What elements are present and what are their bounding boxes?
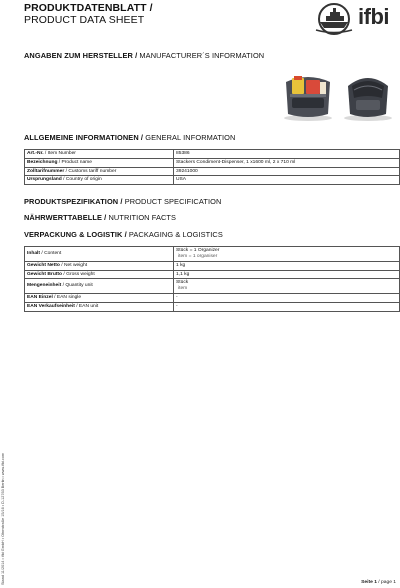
row-value: 39241000 <box>174 167 400 176</box>
section-packaging-heading <box>24 230 223 239</box>
section-specification-heading <box>24 197 221 206</box>
product-photo-closed <box>340 68 396 122</box>
section-manufacturer-de: ANGABEN ZUM HERSTELLER / <box>24 51 138 60</box>
table-row <box>25 158 400 167</box>
row-value: 85386 <box>174 150 400 159</box>
side-imprint: Stand 11/2014 • ifbi GmbH • Ohmstraße 15/16 • D-12763 Berlin • www.ifbi.com <box>1 452 5 585</box>
table-row <box>25 150 400 159</box>
section-nutrition-de: NÄHRWERTTABELLE / <box>24 213 107 222</box>
section-packaging-en: PACKAGING & LOGISTICS <box>128 230 223 239</box>
row-label: Zolltarifnummer / Customs tariff number <box>25 167 174 176</box>
product-photo-open <box>280 68 336 122</box>
title-german: PRODUKTDATENBLATT / <box>24 2 153 14</box>
document-title <box>24 2 153 26</box>
row-label: Ursprungsland / Country of origin <box>25 176 174 185</box>
row-label: Gewicht Brutto / Gross weight <box>25 270 174 279</box>
row-value: Stackers Condiment-Dispenser, 1 x1600 ml, 2 x 710 ml <box>174 158 400 167</box>
section-nutrition-en: NUTRITION FACTS <box>108 213 177 222</box>
section-manufacturer-en: MANUFACTURER´S INFORMATION <box>139 51 265 60</box>
row-value: - <box>174 302 400 311</box>
table-row <box>25 247 400 262</box>
row-value: Stück item <box>174 279 400 294</box>
row-value: USA <box>174 176 400 185</box>
section-general-en: GENERAL INFORMATION <box>145 133 236 142</box>
title-english: PRODUCT DATA SHEET <box>24 14 145 26</box>
row-label: Bezeichnung / Product name <box>25 158 174 167</box>
ifbi-logo <box>312 2 398 36</box>
packaging-table <box>24 246 400 312</box>
section-specification-en: PRODUCT SPECIFICATION <box>124 197 222 206</box>
row-label: Art.-Nr. / Item Number <box>25 150 174 159</box>
row-value: Stück = 1 Organizer item = 1 organiser <box>174 247 400 262</box>
section-packaging-de: VERPACKUNG & LOGISTIK / <box>24 230 127 239</box>
row-label: Mengeneinheit / Quantity unit <box>25 279 174 294</box>
page-number: Seite 1 / page 1 <box>361 580 396 585</box>
row-label: EAN Einzel / EAN single <box>25 294 174 303</box>
table-row <box>25 176 400 185</box>
row-label: Gewicht Netto / Net weight <box>25 261 174 270</box>
section-manufacturer-heading <box>24 51 264 60</box>
table-row <box>25 270 400 279</box>
row-value: 1 kg <box>174 261 400 270</box>
row-label: EAN Verkaufseinheit / EAN unit <box>25 302 174 311</box>
row-label: Inhalt / Content <box>25 247 174 262</box>
logo-wordmark: ifbi <box>358 4 389 29</box>
row-value: - <box>174 294 400 303</box>
section-specification-de: PRODUKTSPEZIFIKATION / <box>24 197 123 206</box>
general-info-table <box>24 149 400 185</box>
ship-emblem-icon <box>312 2 362 36</box>
section-general-heading <box>24 133 235 142</box>
table-row <box>25 279 400 294</box>
table-row <box>25 261 400 270</box>
table-row <box>25 294 400 303</box>
row-value: 1,1 kg <box>174 270 400 279</box>
section-general-de: ALLGEMEINE INFORMATIONEN / <box>24 133 144 142</box>
table-row <box>25 167 400 176</box>
section-nutrition-heading <box>24 213 176 222</box>
table-row <box>25 302 400 311</box>
